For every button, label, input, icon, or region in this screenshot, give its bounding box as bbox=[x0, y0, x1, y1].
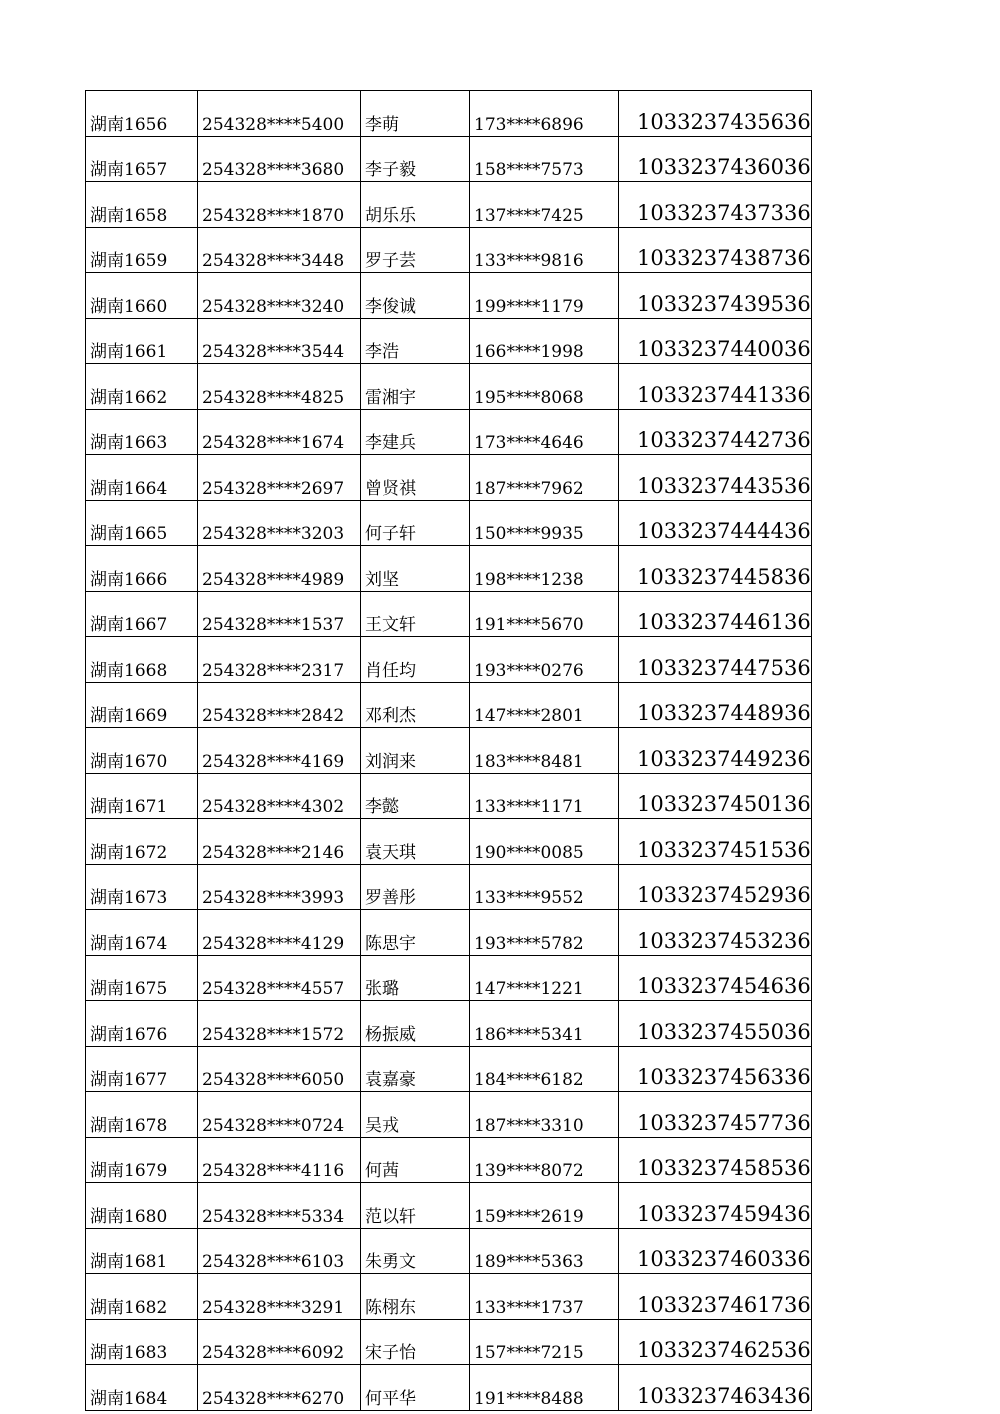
tracking-number-cell: 1033237454636 bbox=[619, 955, 812, 1001]
name-cell: 胡乐乐 bbox=[361, 182, 470, 228]
region-code-cell: 湖南1673 bbox=[86, 864, 198, 910]
table-row bbox=[86, 1137, 812, 1183]
table-row bbox=[86, 91, 812, 137]
tracking-number-cell: 1033237439536 bbox=[619, 273, 812, 319]
tracking-number-cell: 1033237449236 bbox=[619, 728, 812, 774]
phone-cell: 193****5782 bbox=[470, 910, 619, 956]
region-code-cell: 湖南1667 bbox=[86, 591, 198, 637]
region-code-cell: 湖南1666 bbox=[86, 546, 198, 592]
table-row bbox=[86, 546, 812, 592]
id-number-cell: 254328****3448 bbox=[198, 227, 361, 273]
id-number-cell: 254328****4989 bbox=[198, 546, 361, 592]
region-code-cell: 湖南1659 bbox=[86, 227, 198, 273]
name-cell: 何茜 bbox=[361, 1137, 470, 1183]
table-row bbox=[86, 136, 812, 182]
phone-cell: 183****8481 bbox=[470, 728, 619, 774]
id-number-cell: 254328****4825 bbox=[198, 364, 361, 410]
table-row bbox=[86, 955, 812, 1001]
table-row bbox=[86, 682, 812, 728]
table-row bbox=[86, 273, 812, 319]
phone-cell: 186****5341 bbox=[470, 1001, 619, 1047]
tracking-number-cell: 1033237459436 bbox=[619, 1183, 812, 1229]
name-cell: 吴戎 bbox=[361, 1092, 470, 1138]
table-row bbox=[86, 455, 812, 501]
phone-cell: 189****5363 bbox=[470, 1228, 619, 1274]
id-number-cell: 254328****4116 bbox=[198, 1137, 361, 1183]
region-code-cell: 湖南1669 bbox=[86, 682, 198, 728]
phone-cell: 157****7215 bbox=[470, 1319, 619, 1365]
id-number-cell: 254328****2697 bbox=[198, 455, 361, 501]
phone-cell: 147****2801 bbox=[470, 682, 619, 728]
id-number-cell: 254328****6270 bbox=[198, 1365, 361, 1411]
id-number-cell: 254328****5400 bbox=[198, 91, 361, 137]
table-row bbox=[86, 819, 812, 865]
region-code-cell: 湖南1656 bbox=[86, 91, 198, 137]
name-cell: 张璐 bbox=[361, 955, 470, 1001]
phone-cell: 133****9816 bbox=[470, 227, 619, 273]
record-table bbox=[85, 90, 812, 1411]
id-number-cell: 254328****6103 bbox=[198, 1228, 361, 1274]
name-cell: 刘润来 bbox=[361, 728, 470, 774]
tracking-number-cell: 1033237442736 bbox=[619, 409, 812, 455]
name-cell: 何子轩 bbox=[361, 500, 470, 546]
table-row bbox=[86, 500, 812, 546]
tracking-number-cell: 1033237441336 bbox=[619, 364, 812, 410]
tracking-number-cell: 1033237452936 bbox=[619, 864, 812, 910]
id-number-cell: 254328****4129 bbox=[198, 910, 361, 956]
region-code-cell: 湖南1680 bbox=[86, 1183, 198, 1229]
name-cell: 肖任均 bbox=[361, 637, 470, 683]
region-code-cell: 湖南1681 bbox=[86, 1228, 198, 1274]
table-row bbox=[86, 864, 812, 910]
region-code-cell: 湖南1672 bbox=[86, 819, 198, 865]
tracking-number-cell: 1033237460336 bbox=[619, 1228, 812, 1274]
region-code-cell: 湖南1675 bbox=[86, 955, 198, 1001]
region-code-cell: 湖南1676 bbox=[86, 1001, 198, 1047]
tracking-number-cell: 1033237462536 bbox=[619, 1319, 812, 1365]
table-row bbox=[86, 409, 812, 455]
table-row bbox=[86, 1319, 812, 1365]
name-cell: 杨振威 bbox=[361, 1001, 470, 1047]
id-number-cell: 254328****2317 bbox=[198, 637, 361, 683]
tracking-number-cell: 1033237448936 bbox=[619, 682, 812, 728]
phone-cell: 137****7425 bbox=[470, 182, 619, 228]
id-number-cell: 254328****1572 bbox=[198, 1001, 361, 1047]
phone-cell: 166****1998 bbox=[470, 318, 619, 364]
region-code-cell: 湖南1665 bbox=[86, 500, 198, 546]
table-row bbox=[86, 728, 812, 774]
tracking-number-cell: 1033237440036 bbox=[619, 318, 812, 364]
tracking-number-cell: 1033237461736 bbox=[619, 1274, 812, 1320]
tracking-number-cell: 1033237453236 bbox=[619, 910, 812, 956]
name-cell: 李萌 bbox=[361, 91, 470, 137]
id-number-cell: 254328****3203 bbox=[198, 500, 361, 546]
name-cell: 宋子怡 bbox=[361, 1319, 470, 1365]
tracking-number-cell: 1033237444436 bbox=[619, 500, 812, 546]
table-row bbox=[86, 1092, 812, 1138]
phone-cell: 150****9935 bbox=[470, 500, 619, 546]
phone-cell: 187****3310 bbox=[470, 1092, 619, 1138]
phone-cell: 133****9552 bbox=[470, 864, 619, 910]
region-code-cell: 湖南1671 bbox=[86, 773, 198, 819]
name-cell: 邓利杰 bbox=[361, 682, 470, 728]
region-code-cell: 湖南1674 bbox=[86, 910, 198, 956]
tracking-number-cell: 1033237457736 bbox=[619, 1092, 812, 1138]
id-number-cell: 254328****6092 bbox=[198, 1319, 361, 1365]
tracking-number-cell: 1033237447536 bbox=[619, 637, 812, 683]
name-cell: 雷湘宇 bbox=[361, 364, 470, 410]
id-number-cell: 254328****3680 bbox=[198, 136, 361, 182]
name-cell: 范以轩 bbox=[361, 1183, 470, 1229]
table-row bbox=[86, 227, 812, 273]
id-number-cell: 254328****3544 bbox=[198, 318, 361, 364]
name-cell: 陈思宇 bbox=[361, 910, 470, 956]
phone-cell: 190****0085 bbox=[470, 819, 619, 865]
table-row bbox=[86, 182, 812, 228]
tracking-number-cell: 1033237438736 bbox=[619, 227, 812, 273]
table-row bbox=[86, 1001, 812, 1047]
name-cell: 袁天琪 bbox=[361, 819, 470, 865]
table-row bbox=[86, 1365, 812, 1411]
table-row bbox=[86, 1228, 812, 1274]
phone-cell: 173****6896 bbox=[470, 91, 619, 137]
table-row bbox=[86, 1274, 812, 1320]
table-row bbox=[86, 637, 812, 683]
phone-cell: 193****0276 bbox=[470, 637, 619, 683]
name-cell: 李浩 bbox=[361, 318, 470, 364]
table-row bbox=[86, 910, 812, 956]
tracking-number-cell: 1033237436036 bbox=[619, 136, 812, 182]
region-code-cell: 湖南1660 bbox=[86, 273, 198, 319]
table-row bbox=[86, 1183, 812, 1229]
phone-cell: 158****7573 bbox=[470, 136, 619, 182]
table-row bbox=[86, 364, 812, 410]
table-row bbox=[86, 591, 812, 637]
id-number-cell: 254328****5334 bbox=[198, 1183, 361, 1229]
region-code-cell: 湖南1663 bbox=[86, 409, 198, 455]
name-cell: 李俊诚 bbox=[361, 273, 470, 319]
id-number-cell: 254328****1537 bbox=[198, 591, 361, 637]
id-number-cell: 254328****2146 bbox=[198, 819, 361, 865]
name-cell: 陈栩东 bbox=[361, 1274, 470, 1320]
region-code-cell: 湖南1658 bbox=[86, 182, 198, 228]
region-code-cell: 湖南1670 bbox=[86, 728, 198, 774]
id-number-cell: 254328****0724 bbox=[198, 1092, 361, 1138]
name-cell: 罗善彤 bbox=[361, 864, 470, 910]
name-cell: 刘坚 bbox=[361, 546, 470, 592]
tracking-number-cell: 1033237435636 bbox=[619, 91, 812, 137]
tracking-number-cell: 1033237446136 bbox=[619, 591, 812, 637]
id-number-cell: 254328****3240 bbox=[198, 273, 361, 319]
phone-cell: 139****8072 bbox=[470, 1137, 619, 1183]
name-cell: 袁嘉豪 bbox=[361, 1046, 470, 1092]
tracking-number-cell: 1033237451536 bbox=[619, 819, 812, 865]
id-number-cell: 254328****6050 bbox=[198, 1046, 361, 1092]
region-code-cell: 湖南1679 bbox=[86, 1137, 198, 1183]
phone-cell: 199****1179 bbox=[470, 273, 619, 319]
phone-cell: 195****8068 bbox=[470, 364, 619, 410]
phone-cell: 191****5670 bbox=[470, 591, 619, 637]
phone-cell: 147****1221 bbox=[470, 955, 619, 1001]
tracking-number-cell: 1033237456336 bbox=[619, 1046, 812, 1092]
phone-cell: 198****1238 bbox=[470, 546, 619, 592]
region-code-cell: 湖南1683 bbox=[86, 1319, 198, 1365]
name-cell: 王文轩 bbox=[361, 591, 470, 637]
tracking-number-cell: 1033237443536 bbox=[619, 455, 812, 501]
id-number-cell: 254328****3291 bbox=[198, 1274, 361, 1320]
name-cell: 李建兵 bbox=[361, 409, 470, 455]
tracking-number-cell: 1033237437336 bbox=[619, 182, 812, 228]
name-cell: 李子毅 bbox=[361, 136, 470, 182]
phone-cell: 159****2619 bbox=[470, 1183, 619, 1229]
phone-cell: 191****8488 bbox=[470, 1365, 619, 1411]
id-number-cell: 254328****4557 bbox=[198, 955, 361, 1001]
id-number-cell: 254328****1674 bbox=[198, 409, 361, 455]
tracking-number-cell: 1033237445836 bbox=[619, 546, 812, 592]
table-row bbox=[86, 318, 812, 364]
name-cell: 朱勇文 bbox=[361, 1228, 470, 1274]
tracking-number-cell: 1033237450136 bbox=[619, 773, 812, 819]
name-cell: 何平华 bbox=[361, 1365, 470, 1411]
phone-cell: 133****1737 bbox=[470, 1274, 619, 1320]
region-code-cell: 湖南1677 bbox=[86, 1046, 198, 1092]
tracking-number-cell: 1033237458536 bbox=[619, 1137, 812, 1183]
name-cell: 李懿 bbox=[361, 773, 470, 819]
id-number-cell: 254328****1870 bbox=[198, 182, 361, 228]
table-row bbox=[86, 773, 812, 819]
phone-cell: 187****7962 bbox=[470, 455, 619, 501]
phone-cell: 184****6182 bbox=[470, 1046, 619, 1092]
id-number-cell: 254328****4302 bbox=[198, 773, 361, 819]
phone-cell: 173****4646 bbox=[470, 409, 619, 455]
tracking-number-cell: 1033237455036 bbox=[619, 1001, 812, 1047]
id-number-cell: 254328****2842 bbox=[198, 682, 361, 728]
region-code-cell: 湖南1682 bbox=[86, 1274, 198, 1320]
name-cell: 曾贤祺 bbox=[361, 455, 470, 501]
region-code-cell: 湖南1662 bbox=[86, 364, 198, 410]
phone-cell: 133****1171 bbox=[470, 773, 619, 819]
record-table-body bbox=[86, 91, 812, 1411]
region-code-cell: 湖南1664 bbox=[86, 455, 198, 501]
region-code-cell: 湖南1661 bbox=[86, 318, 198, 364]
region-code-cell: 湖南1678 bbox=[86, 1092, 198, 1138]
tracking-number-cell: 1033237463436 bbox=[619, 1365, 812, 1411]
region-code-cell: 湖南1657 bbox=[86, 136, 198, 182]
id-number-cell: 254328****3993 bbox=[198, 864, 361, 910]
table-row bbox=[86, 1046, 812, 1092]
id-number-cell: 254328****4169 bbox=[198, 728, 361, 774]
region-code-cell: 湖南1684 bbox=[86, 1365, 198, 1411]
name-cell: 罗子芸 bbox=[361, 227, 470, 273]
region-code-cell: 湖南1668 bbox=[86, 637, 198, 683]
